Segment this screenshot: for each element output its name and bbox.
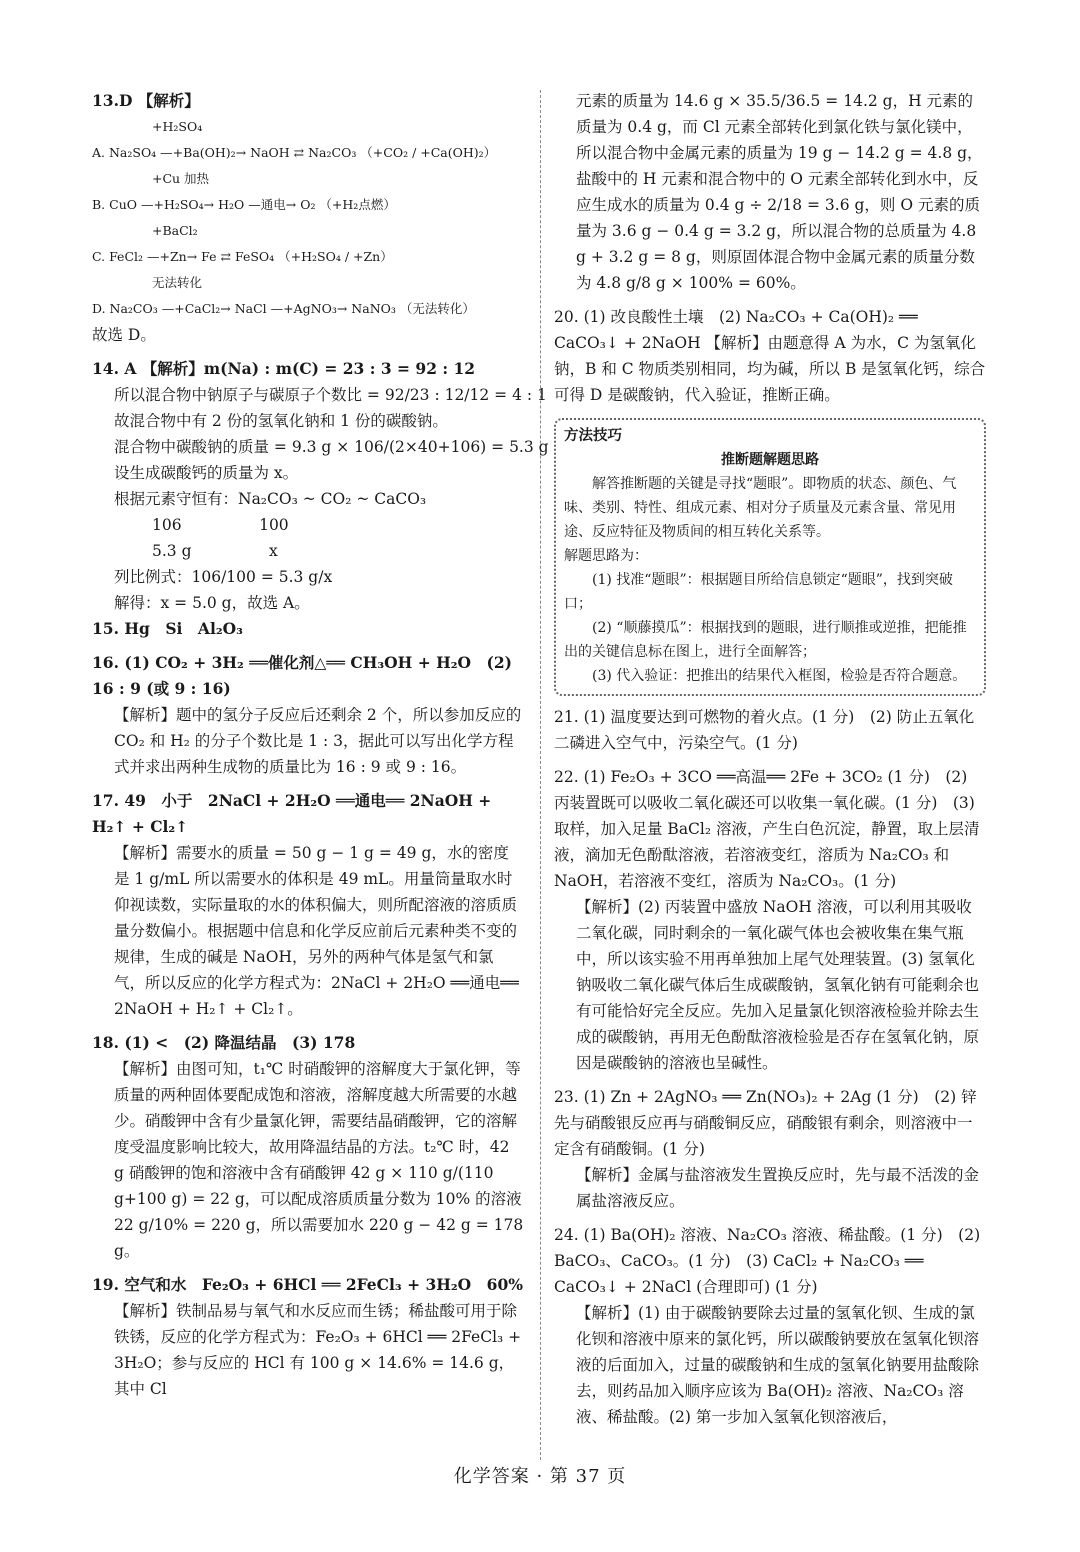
- q13-scheme-c: C. FeCl₂ —+Zn→ Fe ⇄ FeSO₄ （+H₂SO₄ / +Zn）: [92, 249, 393, 264]
- tips-subtitle: 推断题解题思路: [721, 452, 819, 468]
- q13-header: 13.D 【解析】: [92, 91, 200, 110]
- q24-answer: 24. (1) Ba(OH)₂ 溶液、Na₂CO₃ 溶液、稀盐酸。(1 分) (2) BaCO₃、CaCO₃。(1 分) (3) CaCl₂ + Na₂CO₃ ══ CaCO₃↓ + 2NaCl (合理即可) (1 分): [554, 1226, 981, 1296]
- q13-scheme-d-top: 无法转化: [152, 275, 203, 290]
- q24-analysis: 【解析】(1) 由于碳酸钠要除去过量的氢氧化钡、生成的氯化钡和溶液中原来的氯化钙，所以碳酸钠要放在氢氧化钡溶液的后面加入，过量的碳酸钠和生成的氢氧化钠要用盐酸除去，则药品加入顺序应该为 Ba(OH)₂ 溶液、Na₂CO₃ 溶液、稀盐酸。(2) 第一步加入氢氧化钡溶液后，: [576, 1304, 980, 1426]
- tips-line: (3) 代入验证：把推出的结果代入框图，检验是否符合题意。: [592, 668, 967, 684]
- page-footer: 化学答案 · 第 37 页: [453, 1466, 627, 1487]
- q13-scheme-c-top: +BaCl₂: [152, 223, 198, 238]
- right-column: [554, 88, 986, 1430]
- q14-line: 混合物中碳酸钠的质量 = 9.3 g × 106/(2×40+106) = 5.3 g: [114, 438, 549, 456]
- q19-analysis: 【解析】铁制品易与氧气和水反应而生锈；稀盐酸可用于除铁锈，反应的化学方程式为：Fe₂O₃ + 6HCl ══ 2FeCl₃ + 3H₂O；参与反应的 HCl 有 100 g × 14.6% = 14.6 g，其中 Cl: [114, 1302, 522, 1398]
- q13-conclusion: 故选 D。: [92, 326, 156, 344]
- q22-analysis: 【解析】(2) 丙装置中盛放 NaOH 溶液，可以利用其吸收二氧化碳，同时剩余的一氧化碳气体也会被收集在集气瓶中，所以该实验不用再单独加上尾气处理装置。(3) 氢氧化钠吸收二氧化碳气体后生成碳酸钠，氢氧化钠有可能剩余也有可能恰好完全反应。先加入足量氯化钡溶液检验并除去生成的碳酸钠，再用无色酚酞溶液检验是否存在氢氧化钠，原因是碳酸钠的溶液也呈碱性。: [576, 898, 980, 1072]
- q21-answer: 21. (1) 温度要达到可燃物的着火点。(1 分) (2) 防止五氧化二磷进入空气中，污染空气。(1 分): [554, 708, 975, 752]
- q14-line: 所以混合物中钠原子与碳原子个数比 = 92/23 : 12/12 = 4 : 1: [114, 386, 547, 404]
- q19-analysis-cont: 元素的质量为 14.6 g × 35.5/36.5 = 14.2 g，H 元素的质量为 0.4 g，而 Cl 元素全部转化到氯化铁与氯化镁中，所以混合物中金属元素的质量为 19 g − 14.2 g = 4.8 g，盐酸中的 H 元素和混合物中的 O 元素全部转化到水中，反应生成水的质量为 0.4 g ÷ 2/18 = 3.6 g，则 O 元素的质量为 3.6 g − 0.4 g = 3.2 g，所以混合物的总质量为 4.8 g + 3.2 g = 8 g，则原固体混合物中金属元素的质量分数为 4.8 g/8 g × 100% = 60%。: [576, 92, 983, 292]
- q14-line: 106 100: [152, 516, 289, 534]
- q13-scheme-a: A. Na₂SO₄ —+Ba(OH)₂→ NaOH ⇄ Na₂CO₃ （+CO₂ / +Ca(OH)₂）: [92, 145, 497, 160]
- q18-answer: 18. (1) < (2) 降温结晶 (3) 178: [92, 1033, 356, 1052]
- q22-answer: 22. (1) Fe₂O₃ + 3CO ══高温══ 2Fe + 3CO₂ (1 分) (2) 丙装置既可以吸收二氧化碳还可以收集一氧化碳。(1 分) (3) 取样，加入足量 BaCl₂ 溶液，产生白色沉淀，静置，取上层清液，滴加无色酚酞溶液，若溶液变红，溶质为 Na₂CO₃ 和 NaOH，若溶液不变红，溶质为 Na₂CO₃。(1 分): [554, 768, 980, 890]
- q23-answer: 23. (1) Zn + 2AgNO₃ ══ Zn(NO₃)₂ + 2Ag (1 分) (2) 锌先与硝酸银反应再与硝酸铜反应，硝酸银有剩余，则溶液中一定含有硝酸铜。(1 分): [554, 1088, 977, 1158]
- tips-line: 解题思路为：: [564, 548, 648, 564]
- q14-line: 根据元素守恒有：Na₂CO₃ ~ CO₂ ~ CaCO₃: [114, 490, 427, 508]
- tips-title: 方法技巧: [564, 427, 622, 444]
- q23-analysis: 【解析】金属与盐溶液发生置换反应时，先与最不活泼的金属盐溶液反应。: [576, 1166, 980, 1210]
- q14-line: 解得：x = 5.0 g，故选 A。: [114, 594, 310, 612]
- q19-answer: 19. 空气和水 Fe₂O₃ + 6HCl ══ 2FeCl₃ + 3H₂O 60%: [92, 1275, 523, 1294]
- q17-analysis: 【解析】需要水的质量 = 50 g − 1 g = 49 g，水的密度是 1 g/mL 所以需要水的体积是 49 mL。用量筒量取水时仰视读数，实际量取的水的体积偏大，则所配溶液的溶质质量分数偏小。根据题中信息和化学反应前后元素种类不变的规律，生成的碱是 NaOH，另外的两种气体是氢气和氯气，所以反应的化学方程式为：2NaCl + 2H₂O ══通电══ 2NaOH + H₂↑ + Cl₂↑。: [114, 844, 519, 1018]
- q14-header: 14. A 【解析】m(Na) : m(C) = 23 : 3 = 92 : 12: [92, 359, 476, 378]
- q16-answer: 16. (1) CO₂ + 3H₂ ══催化剂△══ CH₃OH + H₂O (2) 16 : 9 (或 9 : 16): [92, 653, 512, 698]
- q18-analysis: 【解析】由图可知，t₁℃ 时硝酸钾的溶解度大于氯化钾，等质量的两种固体要配成饱和溶液，溶解度越大所需要的水越少。硝酸钾中含有少量氯化钾，需要结晶硝酸钾，它的溶解度受温度影响比较大，故用降温结晶的方法。t₂℃ 时，42 g 硝酸钾的饱和溶液中含有硝酸钾 42 g × 110 g/(110 g+100 g) = 22 g，可以配成溶质质量分数为 10% 的溶液 22 g/10% = 220 g，所以需要加水 220 g − 42 g = 178 g。: [114, 1060, 524, 1260]
- q13-scheme-a-top: +H₂SO₄: [152, 119, 203, 134]
- q14-line: 列比例式：106/100 = 5.3 g/x: [114, 568, 333, 586]
- q13-scheme-b: B. CuO —+H₂SO₄→ H₂O —通电→ O₂ （+H₂点燃）: [92, 197, 396, 212]
- tips-line: 解答推断题的关键是寻找“题眼”。即物质的状态、颜色、气味、类别、特性、组成元素、相对分子质量及元素含量、常见用途、反应特征及物质间的相互转化关系等。: [564, 476, 957, 540]
- tips-line: (1) 找准“题眼”：根据题目所给信息锁定“题眼”，找到突破口；: [564, 572, 953, 612]
- q17-answer: 17. 49 小于 2NaCl + 2H₂O ══通电══ 2NaOH + H₂↑ + Cl₂↑: [92, 791, 492, 836]
- q14-line: 5.3 g x: [152, 542, 278, 560]
- left-column: [92, 88, 549, 1402]
- q14-line: 设生成碳酸钙的质量为 x。: [114, 464, 299, 482]
- q14-line: 故混合物中有 2 份的氢氧化钠和 1 份的碳酸钠。: [114, 412, 448, 430]
- q15-answer: 15. Hg Si Al₂O₃: [92, 619, 243, 638]
- method-tips-box: [554, 418, 986, 696]
- column-divider: [540, 90, 541, 1460]
- q20-answer: 20. (1) 改良酸性土壤 (2) Na₂CO₃ + Ca(OH)₂ ══ CaCO₃↓ + 2NaOH 【解析】由题意得 A 为水，C 为氢氧化钠，B 和 C 物质类别相同，均为碱，所以 B 是氢氧化钙，综合可得 D 是碳酸钠，代入验证，推断正确。: [554, 308, 986, 404]
- tips-line: (2) “顺藤摸瓜”：根据找到的题眼，进行顺推或逆推，把能推出的关键信息标在图上，进行全面解答；: [564, 620, 967, 660]
- q16-analysis: 【解析】题中的氢分子反应后还剩余 2 个，所以参加反应的 CO₂ 和 H₂ 的分子个数比是 1 : 3，据此可以写出化学方程式并求出两种生成物的质量比为 16 : 9 或 9 : 16。: [114, 706, 522, 776]
- q13-scheme-b-top: +Cu 加热: [152, 171, 210, 186]
- q13-scheme-d: D. Na₂CO₃ —+CaCl₂→ NaCl —+AgNO₃→ NaNO₃ （无法转化）: [92, 301, 475, 316]
